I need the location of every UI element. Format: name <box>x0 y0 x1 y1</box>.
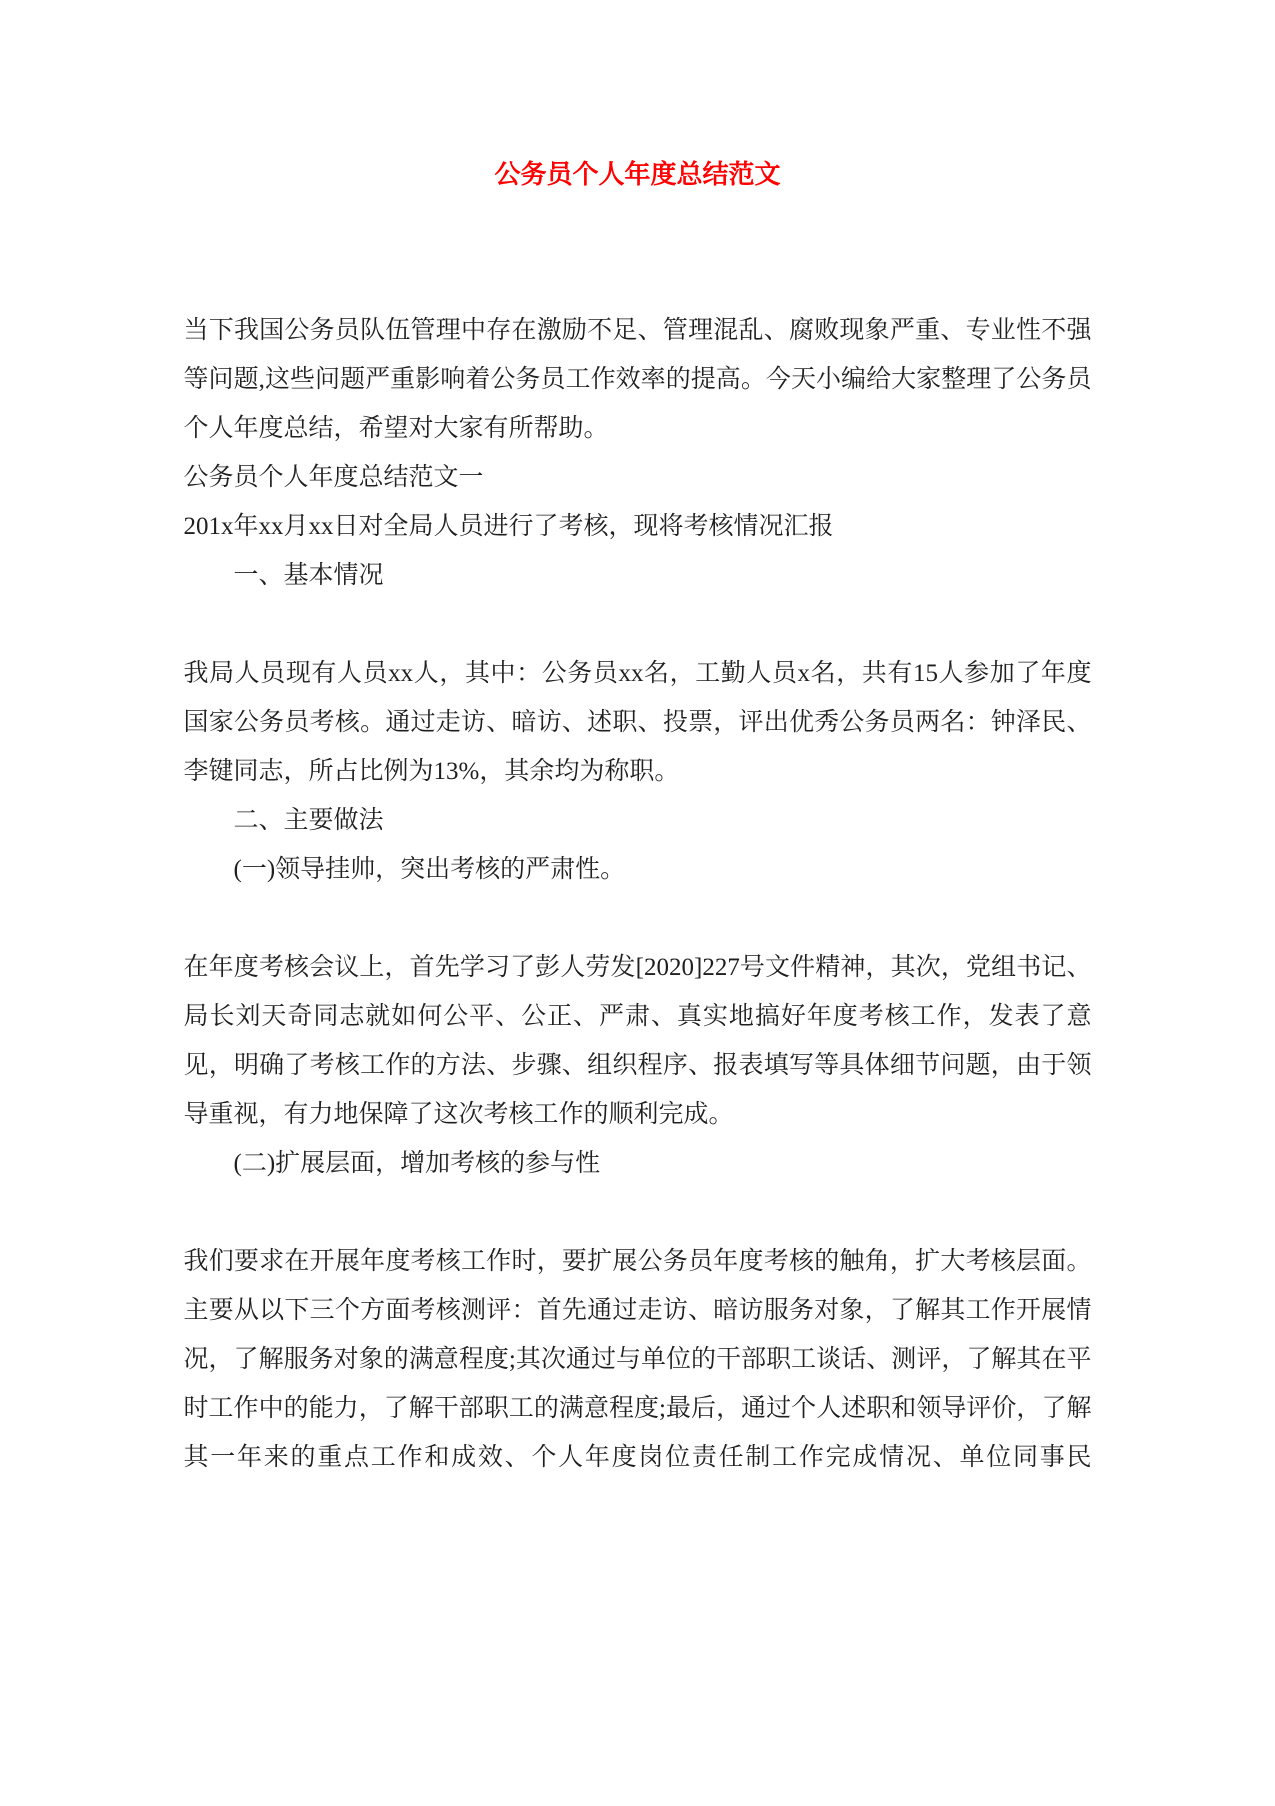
paragraph: (二)扩展层面，增加考核的参与性 <box>233 1150 601 1177</box>
document-body <box>184 306 1092 1482</box>
document-page <box>0 156 1275 1806</box>
paragraph: (一)领导挂帅，突出考核的严肃性。 <box>233 856 626 883</box>
paragraph: 201x年xx月xx日对全局人员进行了考核，现将考核情况汇报 <box>183 513 834 540</box>
paragraph: 二、主要做法 <box>233 807 384 834</box>
paragraph: 在年度考核会议上，首先学习了彭人劳发[2020]227号文件精神，其次，党组书记、局长刘天奇同志就如何公平、公正、严肃、真实地搞好年度考核工作，发表了意见，明确了考核工作的方法、步骤、组织程序、报表填写等具体细节问题，由于领导重视，有力地保障了这次考核工作的顺利完成。 <box>183 954 1092 1128</box>
document-title: 公务员个人年度总结范文 <box>494 160 781 189</box>
paragraph: 我局人员现有人员xx人，其中：公务员xx名，工勤人员x名，共有15人参加了年度国家公务员考核。通过走访、暗访、述职、投票，评出优秀公务员两名：钟泽民、李键同志，所占比例为13%，其余均为称职。 <box>183 660 1092 785</box>
paragraph: 我们要求在开展年度考核工作时，要扩展公务员年度考核的触角，扩大考核层面。主要从以下三个方面考核测评：首先通过走访、暗访服务对象，了解其工作开展情况，了解服务对象的满意程度;其次通过与单位的干部职工谈话、测评，了解其在平时工作中的能力，了解干部职工的满意程度;最后，通过个人述职和领导评价，了解其一年来的重点工作和成效、个人年度岗位责任制工作完成情况、单位同事民 <box>183 1248 1092 1471</box>
paragraph: 当下我国公务员队伍管理中存在激励不足、管理混乱、腐败现象严重、专业性不强等问题,这些问题严重影响着公务员工作效率的提高。今天小编给大家整理了公务员个人年度总结，希望对大家有所帮助。 <box>183 317 1092 442</box>
paragraph: 公务员个人年度总结范文一 <box>183 464 484 491</box>
paragraph: 一、基本情况 <box>233 562 384 589</box>
